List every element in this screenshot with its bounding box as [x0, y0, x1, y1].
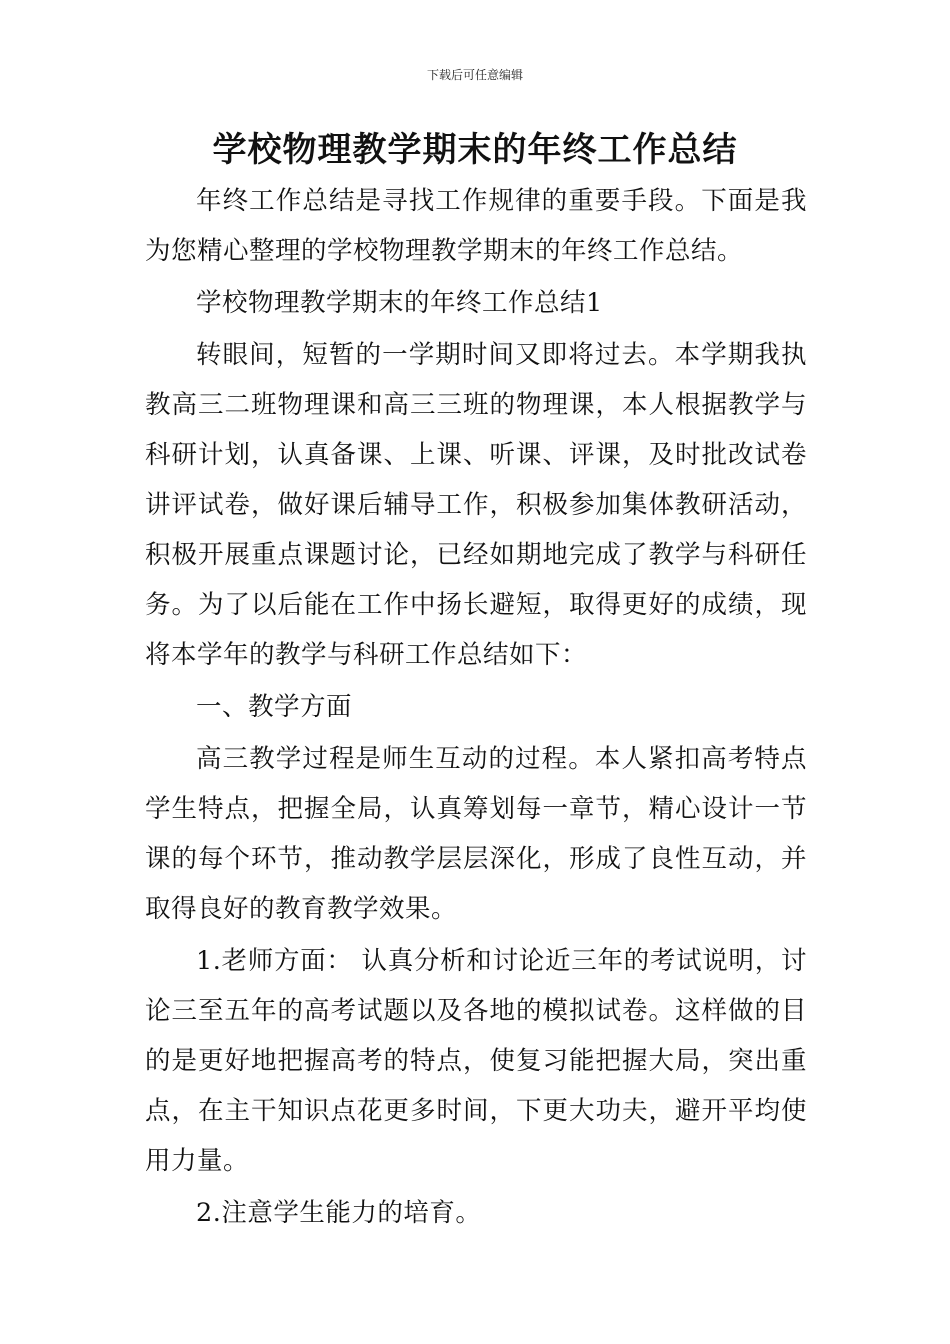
header-note: 下载后可任意编辑 [426, 68, 523, 82]
document-body [145, 176, 807, 1238]
list-item-teacher: 1.老师方面： 认真分析和讨论近三年的考试说明，讨论三至五年的高考试题以及各地的模拟试卷。这样做的目的是更好地把握高考的特点，使复习能把握大局，突出重点，在主干知识点花更多时间，下更大功夫，避开平均使用力量。 [145, 946, 807, 1176]
body-paragraph: 高三教学过程是师生互动的过程。本人紧扣高考特点学生特点，把握全局，认真筹划每一章节，精心设计一节课的每个环节，推动教学层层深化，形成了良性互动，并取得良好的教育教学效果。 [145, 744, 807, 924]
intro-paragraph: 年终工作总结是寻找工作规律的重要手段。下面是我为您精心整理的学校物理教学期末的年终工作总结。 [145, 186, 807, 266]
section-heading-teaching: 一、教学方面 [196, 692, 353, 722]
list-item-student-ability: 2.注意学生能力的培育。 [196, 1198, 482, 1228]
section-heading-1: 学校物理教学期末的年终工作总结1 [196, 288, 603, 318]
document-title: 学校物理教学期末的年终工作总结 [212, 130, 738, 170]
body-paragraph: 转眼间，短暂的一学期时间又即将过去。本学期我执教高三二班物理课和高三三班的物理课，本人根据教学与科研计划，认真备课、上课、听课、评课，及时批改试卷讲评试卷，做好课后辅导工作，积极参加集体教研活动，积极开展重点课题讨论，已经如期地完成了教学与科研任务。为了以后能在工作中扬长避短，取得更好的成绩，现将本学年的教学与科研工作总结如下： [145, 340, 807, 670]
